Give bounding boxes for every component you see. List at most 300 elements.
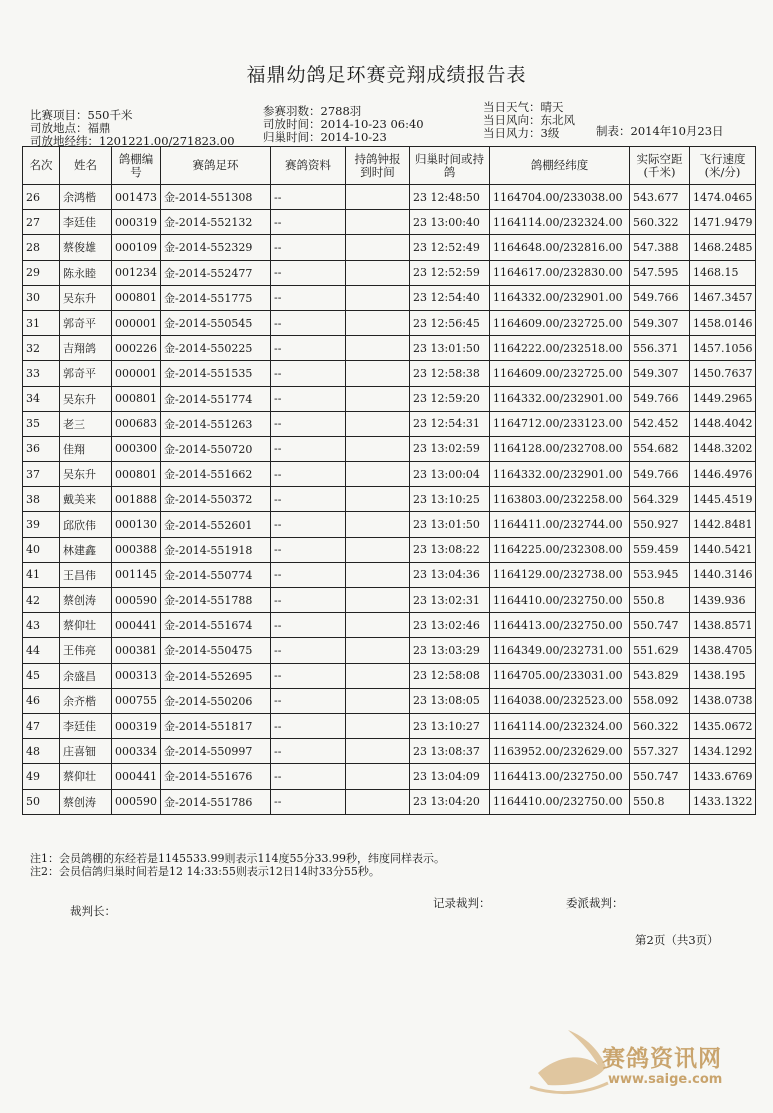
cell-speed: 1445.4519 [690,487,756,512]
cell-distance: 551.629 [630,638,690,663]
cell-ring: 金-2014-552695 [161,663,271,688]
cell-loft-id: 001473 [112,185,161,210]
cell-distance: 553.945 [630,562,690,587]
cell-ring: 金-2014-552477 [161,260,271,285]
cell-loft-id: 000109 [112,235,161,260]
cell-distance: 554.682 [630,436,690,461]
cell-coords: 1164349.00/232731.00 [490,638,630,663]
cell-distance: 542.452 [630,411,690,436]
table-header-row [23,147,756,185]
cell-arrival: 23 13:01:50 [410,336,490,361]
cell-info: -- [271,764,346,789]
cell-name: 佳翔 [60,436,112,461]
col-arrival: 归巢时间或持鸽 [410,147,490,185]
cell-info: -- [271,789,346,814]
cell-name: 王昌伟 [60,562,112,587]
cell-info: -- [271,436,346,461]
cell-name: 蔡创涛 [60,588,112,613]
cell-rank: 26 [23,185,60,210]
table-row [23,386,756,411]
cell-loft-id: 000001 [112,310,161,335]
cell-name: 吴东升 [60,386,112,411]
cell-loft-id: 000388 [112,537,161,562]
cell-ring: 金-2014-550206 [161,688,271,713]
cell-coords: 1164128.00/232708.00 [490,436,630,461]
watermark-text: 赛鸽资讯网 [602,1046,722,1072]
cell-ring: 金-2014-550225 [161,336,271,361]
cell-clock-report [346,235,410,260]
made-date: 制表：2014年10月23日 [596,124,724,138]
cell-coords: 1164609.00/232725.00 [490,310,630,335]
cell-speed: 1457.1056 [690,336,756,361]
cell-info: -- [271,260,346,285]
cell-arrival: 23 13:08:37 [410,739,490,764]
cell-ring: 金-2014-550545 [161,310,271,335]
cell-info: -- [271,411,346,436]
cell-speed: 1448.3202 [690,436,756,461]
cell-name: 余盛昌 [60,663,112,688]
cell-rank: 30 [23,285,60,310]
col-loft-id: 鸽棚编号 [112,147,161,185]
cell-distance: 560.322 [630,713,690,738]
cell-rank: 34 [23,386,60,411]
cell-clock-report [346,487,410,512]
cell-clock-report [346,411,410,436]
cell-info: -- [271,487,346,512]
cell-loft-id: 000801 [112,285,161,310]
cell-info: -- [271,688,346,713]
col-coords: 鸽棚经纬度 [490,147,630,185]
cell-loft-id: 000381 [112,638,161,663]
table-row [23,663,756,688]
cell-coords: 1164332.00/232901.00 [490,285,630,310]
cell-rank: 28 [23,235,60,260]
results-table [22,146,756,815]
cell-name: 庄喜钿 [60,739,112,764]
cell-info: -- [271,235,346,260]
cell-distance: 550.747 [630,613,690,638]
release-time: 司放时间：2014-10-23 06:40 [263,117,424,131]
cell-coords: 1164129.00/232738.00 [490,562,630,587]
cell-speed: 1468.15 [690,260,756,285]
cell-rank: 27 [23,210,60,235]
cell-coords: 1164609.00/232725.00 [490,361,630,386]
cell-arrival: 23 13:00:04 [410,462,490,487]
col-ring: 赛鸽足环 [161,147,271,185]
cell-loft-id: 000755 [112,688,161,713]
cell-name: 邱欣伟 [60,512,112,537]
cell-coords: 1164225.00/232308.00 [490,537,630,562]
table-row [23,487,756,512]
cell-clock-report [346,436,410,461]
cell-speed: 1450.7637 [690,361,756,386]
cell-name: 李廷佳 [60,210,112,235]
release-coords: 司放地经纬：1201221.00/271823.00 [30,134,235,148]
cell-name: 郭奇平 [60,361,112,386]
table-row [23,512,756,537]
cell-rank: 50 [23,789,60,814]
release-site: 司放地点：福鼎 [30,121,111,135]
cell-name: 林建鑫 [60,537,112,562]
cell-arrival: 23 12:48:50 [410,185,490,210]
table-row [23,285,756,310]
cell-arrival: 23 12:54:40 [410,285,490,310]
cell-loft-id: 000590 [112,789,161,814]
cell-ring: 金-2014-551775 [161,285,271,310]
cell-ring: 金-2014-550475 [161,638,271,663]
cell-clock-report [346,386,410,411]
table-row [23,713,756,738]
cell-loft-id: 000226 [112,336,161,361]
cell-arrival: 23 12:54:31 [410,411,490,436]
weather: 当日天气：晴天 [483,100,564,114]
cell-clock-report [346,688,410,713]
cell-rank: 44 [23,638,60,663]
note-2: 注2：会员信鸽归巢时间若是12 14:33:55则表示12日14时33分55秒。 [30,865,380,878]
table-row [23,310,756,335]
cell-info: -- [271,613,346,638]
cell-name: 吴东升 [60,285,112,310]
cell-distance: 549.766 [630,462,690,487]
col-distance: 实际空距(千米) [630,147,690,185]
cell-arrival: 23 13:03:29 [410,638,490,663]
cell-info: -- [271,562,346,587]
cell-distance: 558.092 [630,688,690,713]
cell-name: 王伟亮 [60,638,112,663]
cell-ring: 金-2014-550720 [161,436,271,461]
cell-arrival: 23 13:10:27 [410,713,490,738]
cell-arrival: 23 12:52:59 [410,260,490,285]
cell-name: 吴东升 [60,462,112,487]
cell-info: -- [271,739,346,764]
cell-rank: 49 [23,764,60,789]
cell-speed: 1448.4042 [690,411,756,436]
cell-loft-id: 000319 [112,210,161,235]
cell-speed: 1438.195 [690,663,756,688]
cell-ring: 金-2014-551308 [161,185,271,210]
cell-clock-report [346,185,410,210]
cell-ring: 金-2014-552601 [161,512,271,537]
cell-name: 蔡仰壮 [60,613,112,638]
cell-name: 戴美来 [60,487,112,512]
col-speed: 飞行速度(米/分) [690,147,756,185]
cell-loft-id: 000130 [112,512,161,537]
cell-ring: 金-2014-551788 [161,588,271,613]
cell-coords: 1164413.00/232750.00 [490,613,630,638]
cell-loft-id: 000319 [112,713,161,738]
cell-distance: 560.322 [630,210,690,235]
cell-info: -- [271,588,346,613]
cell-name: 吉翔鸽 [60,336,112,361]
cell-rank: 45 [23,663,60,688]
cell-ring: 金-2014-550997 [161,739,271,764]
cell-arrival: 23 13:04:36 [410,562,490,587]
table-row [23,411,756,436]
cell-distance: 549.307 [630,361,690,386]
cell-rank: 32 [23,336,60,361]
cell-ring: 金-2014-551817 [161,713,271,738]
table-row [23,436,756,461]
cell-speed: 1435.0672 [690,713,756,738]
cell-speed: 1433.6769 [690,764,756,789]
table-row [23,688,756,713]
cell-coords: 1164617.00/232830.00 [490,260,630,285]
cell-coords: 1164712.00/233123.00 [490,411,630,436]
cell-arrival: 23 12:59:20 [410,386,490,411]
cell-rank: 29 [23,260,60,285]
cell-speed: 1439.936 [690,588,756,613]
cell-speed: 1474.0465 [690,185,756,210]
report-title: 福鼎幼鸽足环赛竞翔成绩报告表 [246,64,527,86]
table-row [23,613,756,638]
table-row [23,260,756,285]
cell-ring: 金-2014-551662 [161,462,271,487]
table-row [23,562,756,587]
cell-coords: 1164222.00/232518.00 [490,336,630,361]
cell-rank: 37 [23,462,60,487]
cell-coords: 1164648.00/232816.00 [490,235,630,260]
cell-distance: 547.595 [630,260,690,285]
cell-distance: 559.459 [630,537,690,562]
cell-speed: 1446.4976 [690,462,756,487]
cell-loft-id: 001888 [112,487,161,512]
cell-clock-report [346,613,410,638]
cell-coords: 1164114.00/232324.00 [490,210,630,235]
cell-rank: 40 [23,537,60,562]
cell-rank: 38 [23,487,60,512]
cell-distance: 549.766 [630,386,690,411]
cell-ring: 金-2014-550372 [161,487,271,512]
cell-clock-report [346,537,410,562]
cell-speed: 1433.1322 [690,789,756,814]
cell-coords: 1164413.00/232750.00 [490,764,630,789]
cell-clock-report [346,361,410,386]
cell-info: -- [271,462,346,487]
cell-rank: 46 [23,688,60,713]
cell-arrival: 23 13:08:22 [410,537,490,562]
cell-arrival: 23 13:01:50 [410,512,490,537]
cell-loft-id: 000334 [112,739,161,764]
cell-arrival: 23 13:04:09 [410,764,490,789]
cell-rank: 43 [23,613,60,638]
cell-info: -- [271,386,346,411]
cell-rank: 42 [23,588,60,613]
cell-ring: 金-2014-551676 [161,764,271,789]
cell-info: -- [271,638,346,663]
cell-distance: 549.307 [630,310,690,335]
cell-speed: 1467.3457 [690,285,756,310]
note-1: 注1：会员鸽棚的东经若是1145533.99则表示114度55分33.99秒，纬度同样表示。 [30,852,445,865]
page-number: 第2页（共3页） [635,933,719,947]
cell-distance: 550.747 [630,764,690,789]
cell-arrival: 23 12:58:08 [410,663,490,688]
cell-info: -- [271,185,346,210]
delegate-judge-label: 委派裁判： [566,896,624,910]
cell-rank: 41 [23,562,60,587]
cell-ring: 金-2014-551774 [161,386,271,411]
cell-rank: 35 [23,411,60,436]
cell-speed: 1438.4705 [690,638,756,663]
cell-coords: 1164411.00/232744.00 [490,512,630,537]
cell-speed: 1440.5421 [690,537,756,562]
cell-coords: 1164410.00/232750.00 [490,588,630,613]
wind-force: 当日风力：3级 [483,126,560,140]
cell-arrival: 23 12:58:38 [410,361,490,386]
cell-name: 郭奇平 [60,310,112,335]
cell-coords: 1164332.00/232901.00 [490,462,630,487]
cell-info: -- [271,210,346,235]
cell-arrival: 23 12:52:49 [410,235,490,260]
cell-info: -- [271,663,346,688]
cell-speed: 1458.0146 [690,310,756,335]
cell-arrival: 23 12:56:45 [410,310,490,335]
record-judge-label: 记录裁判： [433,896,491,910]
cell-arrival: 23 13:10:25 [410,487,490,512]
table-row [23,235,756,260]
cell-arrival: 23 13:02:46 [410,613,490,638]
cell-coords: 1163803.00/232258.00 [490,487,630,512]
cell-ring: 金-2014-551918 [161,537,271,562]
cell-speed: 1442.8481 [690,512,756,537]
cell-info: -- [271,310,346,335]
watermark-url: www.saige.com [608,1072,723,1087]
cell-coords: 1164410.00/232750.00 [490,789,630,814]
cell-coords: 1164038.00/232523.00 [490,688,630,713]
cell-name: 老三 [60,411,112,436]
cell-speed: 1434.1292 [690,739,756,764]
col-info: 赛鸽资料 [271,147,346,185]
cell-name: 蔡创涛 [60,789,112,814]
table-row [23,336,756,361]
cell-speed: 1438.0738 [690,688,756,713]
cell-coords: 1164332.00/232901.00 [490,386,630,411]
table-row [23,764,756,789]
cell-clock-report [346,713,410,738]
cell-arrival: 23 13:00:40 [410,210,490,235]
cell-rank: 36 [23,436,60,461]
cell-loft-id: 000441 [112,764,161,789]
cell-speed: 1471.9479 [690,210,756,235]
cell-loft-id: 000801 [112,462,161,487]
cell-arrival: 23 13:02:31 [410,588,490,613]
cell-clock-report [346,285,410,310]
cell-loft-id: 000801 [112,386,161,411]
cell-loft-id: 000683 [112,411,161,436]
cell-speed: 1438.8571 [690,613,756,638]
cell-info: -- [271,537,346,562]
cell-rank: 39 [23,512,60,537]
cell-ring: 金-2014-551535 [161,361,271,386]
table-row [23,185,756,210]
cell-ring: 金-2014-552329 [161,235,271,260]
cell-name: 李廷佳 [60,713,112,738]
cell-clock-report [346,663,410,688]
cell-arrival: 23 13:02:59 [410,436,490,461]
cell-ring: 金-2014-551263 [161,411,271,436]
cell-distance: 547.388 [630,235,690,260]
cell-clock-report [346,462,410,487]
notes [30,852,445,878]
cell-loft-id: 001145 [112,562,161,587]
cell-loft-id: 001234 [112,260,161,285]
cell-rank: 31 [23,310,60,335]
cell-loft-id: 000590 [112,588,161,613]
cell-info: -- [271,336,346,361]
cell-clock-report [346,739,410,764]
cell-name: 余齐楷 [60,688,112,713]
cell-distance: 550.8 [630,789,690,814]
cell-clock-report [346,638,410,663]
cell-info: -- [271,285,346,310]
cell-speed: 1468.2485 [690,235,756,260]
col-rank: 名次 [23,147,60,185]
cell-distance: 550.8 [630,588,690,613]
cell-clock-report [346,789,410,814]
col-clock-report: 持鸽钟报到时间 [346,147,410,185]
cell-ring: 金-2014-552132 [161,210,271,235]
cell-name: 陈永睦 [60,260,112,285]
cell-distance: 543.829 [630,663,690,688]
cell-clock-report [346,588,410,613]
cell-loft-id: 000001 [112,361,161,386]
cell-name: 蔡俊雄 [60,235,112,260]
cell-rank: 33 [23,361,60,386]
entries-count: 参赛羽数：2788羽 [263,104,362,118]
cell-coords: 1164114.00/232324.00 [490,713,630,738]
cell-loft-id: 000300 [112,436,161,461]
table-row [23,588,756,613]
cell-arrival: 23 13:04:20 [410,789,490,814]
table-row [23,739,756,764]
cell-speed: 1449.2965 [690,386,756,411]
cell-distance: 564.329 [630,487,690,512]
table-row [23,537,756,562]
cell-ring: 金-2014-551674 [161,613,271,638]
cell-clock-report [346,764,410,789]
cell-info: -- [271,512,346,537]
cell-ring: 金-2014-550774 [161,562,271,587]
cell-clock-report [346,512,410,537]
cell-clock-report [346,260,410,285]
col-name: 姓名 [60,147,112,185]
cell-clock-report [346,210,410,235]
cell-clock-report [346,336,410,361]
cell-distance: 557.327 [630,739,690,764]
cell-distance: 549.766 [630,285,690,310]
table-row [23,638,756,663]
cell-speed: 1440.3146 [690,562,756,587]
cell-rank: 48 [23,739,60,764]
cell-coords: 1163952.00/232629.00 [490,739,630,764]
cell-ring: 金-2014-551786 [161,789,271,814]
cell-loft-id: 000441 [112,613,161,638]
cell-info: -- [271,713,346,738]
cell-name: 余鸿楷 [60,185,112,210]
cell-clock-report [346,562,410,587]
cell-clock-report [346,310,410,335]
wind-direction: 当日风向：东北风 [483,113,575,127]
cell-distance: 556.371 [630,336,690,361]
cell-distance: 543.677 [630,185,690,210]
table-row [23,210,756,235]
event-label: 比赛项目：550千米 [30,108,133,122]
cell-info: -- [271,361,346,386]
cell-rank: 47 [23,713,60,738]
cell-arrival: 23 13:08:05 [410,688,490,713]
table-row [23,361,756,386]
cell-distance: 550.927 [630,512,690,537]
cell-loft-id: 000313 [112,663,161,688]
